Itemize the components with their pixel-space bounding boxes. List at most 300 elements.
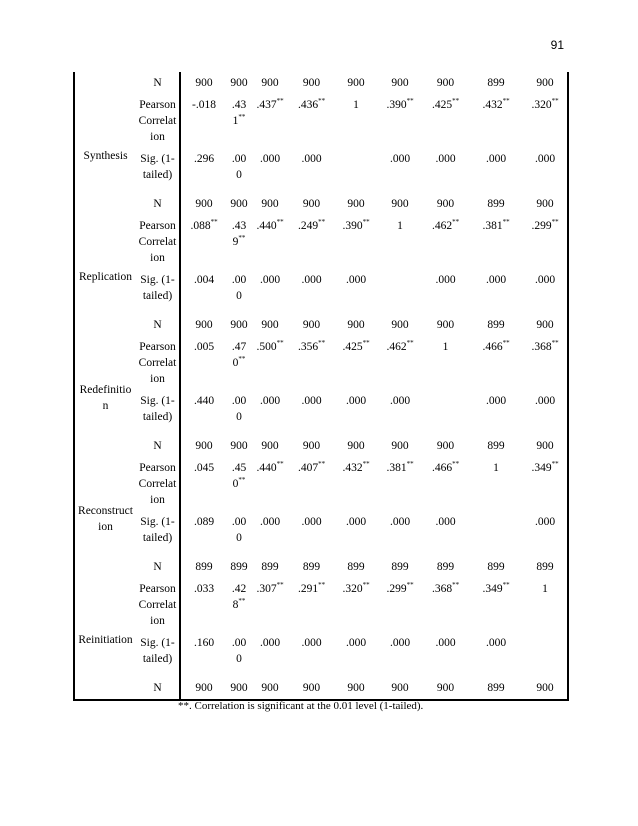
cell-value: 900 [261,440,279,452]
cell-value: .089 [193,516,215,528]
cell-value: 900 [391,319,409,331]
cell-value: .439 [231,220,247,248]
table-cell [289,457,334,508]
variable-cell [74,72,136,94]
cell-value: .000 [534,274,556,286]
cell-value: 1 [542,583,548,595]
table-cell [378,677,422,700]
cell-value: .368 [431,583,453,595]
table-cell [227,457,251,508]
table-cell [523,629,568,677]
table-cell [523,94,568,145]
cell-value: .000 [231,153,247,181]
table-cell [422,508,469,556]
cell-value: .440 [256,220,277,232]
table-cell [378,387,422,435]
table-cell [334,387,378,435]
cell-value: .299 [531,220,552,232]
cell-value: 900 [230,440,248,452]
cell-value: .000 [389,516,411,528]
table-cell [227,145,251,193]
variable-name: Synthesis [83,150,128,162]
cell-value: .437 [256,99,277,111]
table-cell [251,629,289,677]
row-label: Sig. (1-tailed) [136,387,180,435]
table-cell [289,435,334,457]
table-cell [422,556,469,578]
cell-value: 900 [302,77,321,89]
cell-value: 899 [302,561,321,573]
table-cell [289,677,334,700]
row-label: N [136,677,180,700]
row-label: Pearson Correlation [136,94,180,145]
cell-value: 900 [436,682,455,694]
table-cell [378,556,422,578]
cell-value: 899 [487,440,505,452]
cell-value: .000 [534,395,556,407]
significance-marker: ** [238,476,246,485]
correlation-table [73,72,569,701]
table-cell [523,314,568,336]
cell-value: .000 [259,395,281,407]
table-row [74,72,568,94]
table-cell [334,94,378,145]
cell-value: 900 [391,682,409,694]
cell-value: 900 [436,198,455,210]
cell-value: 900 [347,682,365,694]
cell-value: 899 [487,77,505,89]
table-cell [523,387,568,435]
cell-value: .440 [256,462,277,474]
table-cell [180,72,227,94]
significance-marker: ** [452,581,460,590]
cell-value: .440 [193,395,215,407]
cell-value: .000 [485,274,507,286]
table-cell [227,94,251,145]
cell-value: .000 [389,153,411,165]
cell-value: 900 [230,319,248,331]
cell-value: 900 [347,440,365,452]
row-label: N [136,193,180,215]
table-cell [334,435,378,457]
cell-value: .000 [259,274,281,286]
significance-marker: ** [502,97,510,106]
table-cell [378,266,422,314]
table-cell [523,193,568,215]
cell-value: 899 [230,561,248,573]
cell-value: .000 [389,637,411,649]
cell-value: 899 [436,561,455,573]
cell-value: 899 [391,561,409,573]
cell-value: 900 [436,77,455,89]
significance-marker: ** [502,218,510,227]
cell-value: 900 [536,319,554,331]
cell-value: .381 [386,462,407,474]
table-cell [227,193,251,215]
significance-marker: ** [452,97,460,106]
cell-value: .390 [342,220,363,232]
cell-value: .291 [297,583,319,595]
table-cell [334,266,378,314]
significance-marker: ** [318,460,326,469]
significance-marker: ** [551,218,559,227]
row-label: Sig. (1-tailed) [136,266,180,314]
table-row [74,193,568,215]
table-cell [289,629,334,677]
table-row [74,266,568,314]
table-cell [180,314,227,336]
table-cell [422,629,469,677]
cell-value: .356 [297,341,319,353]
cell-value: 1 [397,220,403,232]
table-cell [422,435,469,457]
cell-value: 900 [391,198,409,210]
table-cell [334,193,378,215]
table-cell [289,94,334,145]
cell-value: 900 [302,682,321,694]
footnote: **. Correlation is significant at the 0.01 level (1-tailed). [178,700,424,712]
cell-value: .432 [342,462,363,474]
variable-name: Reconstruction [78,505,133,533]
row-label: Sig. (1-tailed) [136,629,180,677]
table-cell [422,193,469,215]
table-cell [422,387,469,435]
table-cell [378,457,422,508]
cell-value: 900 [536,682,554,694]
table-row [74,677,568,700]
table-cell [334,336,378,387]
table-cell [251,215,289,266]
table-cell [523,457,568,508]
table-cell [289,72,334,94]
cell-value: 900 [261,319,279,331]
table-cell [334,556,378,578]
significance-marker: ** [406,339,414,348]
significance-marker: ** [318,339,326,348]
cell-value: .000 [301,395,322,407]
cell-value: .450 [231,462,247,490]
cell-value: .381 [482,220,503,232]
table-cell [422,215,469,266]
table-cell [469,336,523,387]
significance-marker: ** [276,581,284,590]
variable-name: Redefinition [79,384,132,412]
cell-value: .320 [531,99,552,111]
cell-value: 900 [391,77,409,89]
table-cell [289,314,334,336]
table-cell [469,629,523,677]
cell-value: 900 [261,682,279,694]
cell-value: 899 [536,561,554,573]
significance-marker: ** [502,339,510,348]
table-row [74,629,568,677]
cell-value: .320 [342,583,363,595]
significance-marker: ** [276,339,284,348]
table-cell [289,193,334,215]
cell-value: .045 [193,462,215,474]
cell-value: .000 [259,153,281,165]
table-cell [334,215,378,266]
cell-value: 900 [436,440,455,452]
table-cell [523,336,568,387]
cell-value: .390 [386,99,407,111]
cell-value: .307 [256,583,277,595]
significance-marker: ** [406,460,414,469]
cell-value: 1 [442,341,449,353]
table-cell [180,215,227,266]
table-cell [378,215,422,266]
table-cell [422,314,469,336]
significance-marker: ** [551,460,559,469]
cell-value: .000 [345,637,367,649]
table-cell [180,266,227,314]
significance-marker: ** [276,97,284,106]
table-cell [227,556,251,578]
table-row [74,145,568,193]
cell-value: 900 [261,77,279,89]
cell-value: 900 [302,198,321,210]
cell-value: .407 [297,462,319,474]
table-cell [180,387,227,435]
significance-marker: ** [551,339,559,348]
cell-value: .000 [301,153,322,165]
cell-value: 900 [195,77,213,89]
table-cell [523,556,568,578]
cell-value: .470 [231,341,247,369]
table-cell [378,578,422,629]
cell-value: 899 [487,198,505,210]
table-row [74,457,568,508]
cell-value: 1 [353,99,359,111]
table-cell [523,215,568,266]
cell-value: 900 [347,198,365,210]
row-label: N [136,72,180,94]
table-cell [227,215,251,266]
cell-value: .000 [534,153,556,165]
table-cell [289,145,334,193]
table-cell [251,145,289,193]
table-cell [422,145,469,193]
table-cell [334,677,378,700]
cell-value: .368 [531,341,552,353]
table-cell [378,508,422,556]
cell-value: .000 [435,153,456,165]
cell-value: 900 [391,440,409,452]
table-cell [251,314,289,336]
row-label: Pearson Correlation [136,457,180,508]
cell-value: 899 [487,561,505,573]
significance-marker: ** [452,460,460,469]
significance-marker: ** [502,581,510,590]
cell-value: .000 [301,274,322,286]
cell-value: 899 [487,319,505,331]
row-label: N [136,435,180,457]
cell-value: .432 [482,99,503,111]
table-cell [422,336,469,387]
table-cell [469,556,523,578]
table-cell [180,556,227,578]
table-cell [469,215,523,266]
table-cell [289,266,334,314]
cell-value: .000 [435,274,456,286]
cell-value: .466 [431,462,453,474]
cell-value: 900 [195,198,213,210]
variable-name: Reinitiation [78,634,133,646]
table-cell [334,72,378,94]
table-cell [334,508,378,556]
significance-marker: ** [276,218,284,227]
table-cell [378,314,422,336]
cell-value: 900 [195,319,213,331]
table-cell [227,508,251,556]
cell-value: .462 [431,220,453,232]
cell-value: 900 [195,682,213,694]
significance-marker: ** [238,113,246,122]
table-cell [378,72,422,94]
table-cell [180,435,227,457]
table-cell [422,94,469,145]
table-cell [523,72,568,94]
cell-value: .005 [193,341,215,353]
significance-marker: ** [406,581,414,590]
table-cell [334,629,378,677]
table-cell [227,578,251,629]
table-cell [469,314,523,336]
table-cell [422,266,469,314]
table-cell [378,435,422,457]
table-cell [251,435,289,457]
table-cell [422,578,469,629]
cell-value: .000 [345,516,367,528]
table-cell [227,435,251,457]
cell-value: 900 [536,198,554,210]
table-cell [251,387,289,435]
row-label: Sig. (1-tailed) [136,508,180,556]
cell-value: 899 [261,561,279,573]
significance-marker: ** [276,460,284,469]
cell-value: .000 [231,395,247,423]
table-row [74,336,568,387]
table-cell [289,387,334,435]
cell-value: .000 [231,637,247,665]
significance-marker: ** [210,218,218,227]
significance-marker: ** [318,97,326,106]
table-cell [469,457,523,508]
cell-value: .000 [485,395,507,407]
table-row [74,556,568,578]
table-cell [378,145,422,193]
table-cell [251,578,289,629]
cell-value: .088 [190,220,211,232]
table-cell [251,336,289,387]
significance-marker: ** [362,339,370,348]
cell-value: .436 [297,99,319,111]
cell-value: .000 [301,516,322,528]
significance-marker: ** [551,97,559,106]
row-label: Pearson Correlation [136,578,180,629]
table-cell [180,336,227,387]
table-cell [251,266,289,314]
cell-value: 900 [302,440,321,452]
table-cell [227,72,251,94]
table-cell [251,94,289,145]
page-number: 91 [550,38,564,52]
table-cell [469,578,523,629]
cell-value: 1 [493,462,499,474]
cell-value: .249 [297,220,319,232]
table-cell [289,556,334,578]
table-cell [523,677,568,700]
cell-value: .349 [531,462,552,474]
significance-marker: ** [318,218,326,227]
table-cell [180,677,227,700]
table-row [74,215,568,266]
cell-value: .160 [193,637,215,649]
significance-marker: ** [238,597,246,606]
table-cell [469,193,523,215]
table-cell [469,94,523,145]
table-cell [289,215,334,266]
table-row [74,435,568,457]
table-cell [523,435,568,457]
cell-value: .000 [435,637,456,649]
cell-value: -.018 [192,99,216,111]
table-cell [251,508,289,556]
cell-value: .500 [256,341,277,353]
table-cell [334,457,378,508]
table-cell [378,336,422,387]
cell-value: .000 [259,516,281,528]
table-cell [227,314,251,336]
cell-value: .425 [431,99,453,111]
cell-value: .428 [231,583,247,611]
significance-marker: ** [318,581,326,590]
cell-value: .000 [389,395,411,407]
table-cell [469,677,523,700]
significance-marker: ** [452,218,460,227]
cell-value: .299 [386,583,407,595]
table-cell [422,72,469,94]
row-label: Pearson Correlation [136,215,180,266]
table-cell [469,72,523,94]
cell-value: .431 [231,99,247,127]
variable-name: Replication [78,271,132,283]
table-cell [378,94,422,145]
table-row [74,387,568,435]
cell-value: 899 [487,682,505,694]
table-cell [469,435,523,457]
table-cell [227,266,251,314]
table-cell [422,677,469,700]
table-row [74,508,568,556]
cell-value: .425 [342,341,363,353]
cell-value: 899 [347,561,365,573]
table-cell [469,387,523,435]
cell-value: 900 [436,319,455,331]
table-cell [469,266,523,314]
table-cell [180,145,227,193]
table-cell [251,677,289,700]
table-cell [289,508,334,556]
table-cell [251,457,289,508]
table-cell [180,508,227,556]
table-cell [523,145,568,193]
significance-marker: ** [238,355,246,364]
cell-value: .462 [386,341,407,353]
row-label: Pearson Correlation [136,336,180,387]
cell-value: .000 [485,637,507,649]
table-cell [180,94,227,145]
